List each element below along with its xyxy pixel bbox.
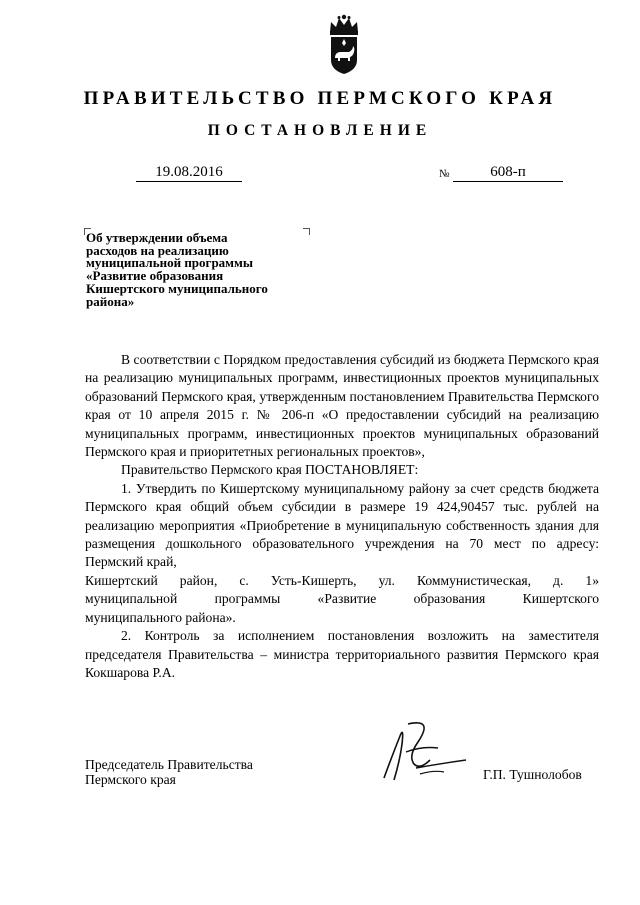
item-2-paragraph: 2. Контроль за исполнением постановления возложить на заместителя председателя Правительства – министра территориального развития Пермского края Кокшарова Р.А. (85, 628, 599, 680)
item-1-address-line: Кишертский район, с. Усть-Кишерть, ул. Коммунистическая, д. 1» (85, 572, 599, 588)
document-subject (86, 232, 326, 308)
document-type: ПОСТАНОВЛЕНИЕ (207, 122, 433, 139)
preamble-paragraph: В соответствии с Порядком предоставления субсидий из бюджета Пермского края на реализацию муниципальных программ, инвестиционных проектов муниципальных образований Пермского края, утвержденным постановлением Правительства Пермского края от 10 апреля 2015 г. № 206-п «О предоставлении субсидий на реализацию муниципальных программ, инвестиционных проектов муниципальных образований Пермского края и приоритетных региональных проектов», (85, 352, 599, 460)
government-title: ПРАВИТЕЛЬСТВО ПЕРМСКОГО КРАЯ (83, 88, 557, 109)
document-number: 608-п (453, 163, 563, 182)
subject-line: района» (86, 293, 135, 309)
signer-position-line-1: Председатель Правительства (85, 757, 253, 772)
item-1-end: муниципального района». (85, 609, 236, 625)
coat-of-arms-icon (322, 12, 366, 76)
subject-line: «Развитие образования (86, 268, 224, 284)
signer-position-line-2: Пермского края (85, 772, 176, 787)
signer-position (85, 757, 253, 787)
item-1-program-line: муниципальной программы «Развитие образования Кишертского (85, 591, 599, 607)
signer-name: Г.П. Тушнолобов (483, 767, 582, 782)
subject-line: муниципальной программы (86, 255, 254, 271)
number-sign: № (439, 168, 450, 180)
subject-line: Об утверждении объема (86, 230, 228, 245)
subject-line: Кишертского муниципального (86, 280, 268, 296)
resolves-paragraph: Правительство Пермского края ПОСТАНОВЛЯЕТ: (121, 462, 419, 478)
subject-line: расходов на реализацию (86, 242, 229, 258)
document-date: 19.08.2016 (136, 163, 242, 182)
item-1-paragraph: 1. Утвердить по Кишертскому муниципальному району за счет средств бюджета Пермского края общий объем субсидии в размере 19 424,90457 тыс. рублей на реализацию мероприятия «Приобретение в муниципальную собственность здания для размещения дошкольного образовательного учреждения на 70 мест по адресу: Пермский край, (85, 480, 599, 570)
handwritten-signature-icon (378, 716, 478, 788)
document-body (85, 351, 599, 682)
